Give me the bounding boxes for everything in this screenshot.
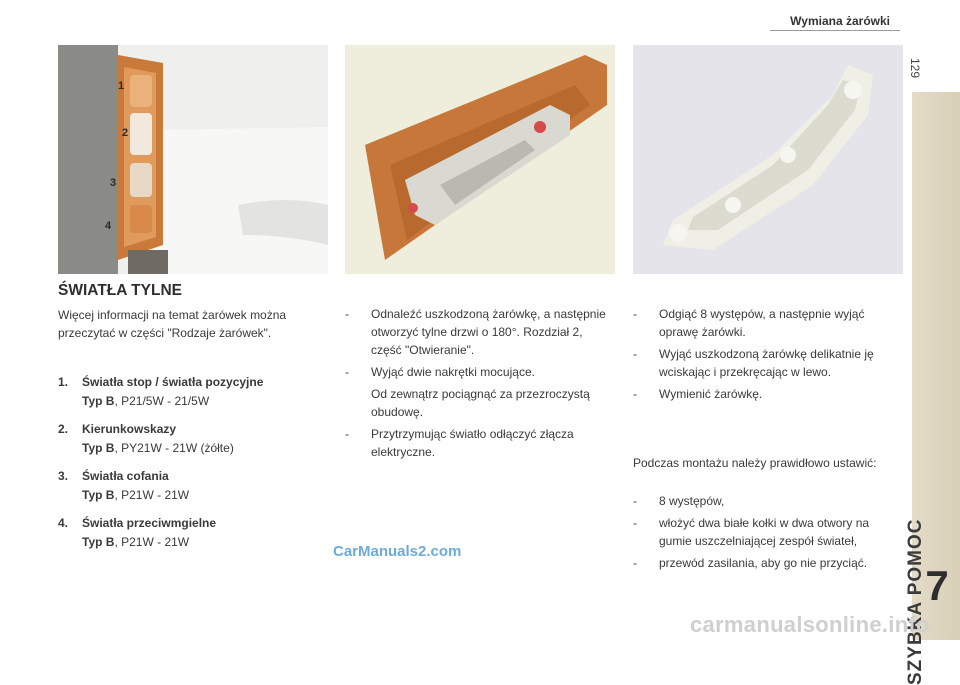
- steps-middle: [345, 305, 610, 465]
- step-item: Od zewnątrz pociągnąć za przezroczystą obudowę.: [371, 387, 590, 419]
- bulb-number: 2.: [58, 422, 69, 436]
- step-item: - Wymienić żarówkę.: [633, 387, 763, 401]
- callout-4: 4: [105, 220, 112, 232]
- callout-2: 2: [122, 127, 129, 139]
- bulb-item: [58, 516, 323, 549]
- note-item: - włożyć dwa białe kołki w dwa otwory na gumie uszczelniającej zespół świateł,: [633, 516, 870, 548]
- bulb-type-label: Typ B: [82, 488, 115, 502]
- watermark-carmanuals2: CarManuals2.com: [333, 543, 462, 560]
- bulb-number: 1.: [58, 375, 69, 389]
- side-tab-label: SZYBKA POMOC: [905, 518, 926, 685]
- bulb-number: 4.: [58, 516, 69, 530]
- bulb-type-label: Typ B: [82, 535, 115, 549]
- step-item: - Odnaleźć uszkodzoną żarówkę, a następnie otworzyć tylne drzwi o 180°. Rozdział 2, część "Otwieranie".: [345, 307, 606, 357]
- callout-1: 1: [118, 80, 125, 92]
- bulb-name: Światła przeciwmgielne: [82, 516, 217, 530]
- bulb-item: [58, 375, 323, 408]
- note-item: - przewód zasilania, aby go nie przyciąć.: [633, 556, 868, 570]
- lamp-housing-photo: [345, 45, 615, 274]
- bulb-type-value: , P21W - 21W: [114, 488, 190, 502]
- section-title: ŚWIATŁA TYLNE: [58, 282, 182, 299]
- watermark-carmanualsonline: carmanualsonline.info: [690, 612, 930, 637]
- bulb-holder-photo: [633, 45, 903, 274]
- bulb-item: [58, 469, 323, 502]
- bulb-name: Światła stop / światła pozycyjne: [82, 375, 264, 389]
- bulb-item: [58, 422, 323, 455]
- bulb-name: Światła cofania: [82, 469, 169, 483]
- bulb-type-value: , P21W - 21W: [114, 535, 190, 549]
- step-item: - Przytrzymując światło odłączyć złącza elektryczne.: [345, 427, 574, 459]
- header-rule: [770, 30, 900, 31]
- bulb-type-value: , P21/5W - 21/5W: [114, 394, 210, 408]
- bulb-list: [58, 375, 323, 563]
- note-list: [633, 492, 903, 576]
- step-item: - Wyjąć dwie nakrętki mocujące.: [345, 365, 535, 379]
- bulb-name: Kierunkowskazy: [82, 422, 177, 436]
- chapter-number: 7: [925, 562, 949, 609]
- bulb-type-label: Typ B: [82, 441, 115, 455]
- page-number: 129: [908, 58, 922, 79]
- callout-3: 3: [110, 177, 117, 189]
- note-item: - 8 występów,: [633, 494, 725, 508]
- steps-right: [633, 305, 903, 407]
- step-item: - Odgiąć 8 występów, a następnie wyjąć oprawę żarówki.: [633, 307, 865, 339]
- section-intro: Więcej informacji na temat żarówek można przeczytać w części "Rodzaje żarówek".: [58, 308, 287, 340]
- bulb-type-label: Typ B: [82, 394, 115, 408]
- note-intro: Podczas montażu należy prawidłowo ustawić:: [633, 456, 877, 470]
- rear-lamp-photo: [58, 45, 328, 274]
- step-item: - Wyjąć uszkodzoną żarówkę delikatnie ję wciskając i przekręcając w lewo.: [633, 347, 874, 379]
- bulb-number: 3.: [58, 469, 69, 483]
- bulb-type-value: , PY21W - 21W (żółte): [114, 441, 234, 455]
- header-title: Wymiana żarówki: [790, 14, 890, 28]
